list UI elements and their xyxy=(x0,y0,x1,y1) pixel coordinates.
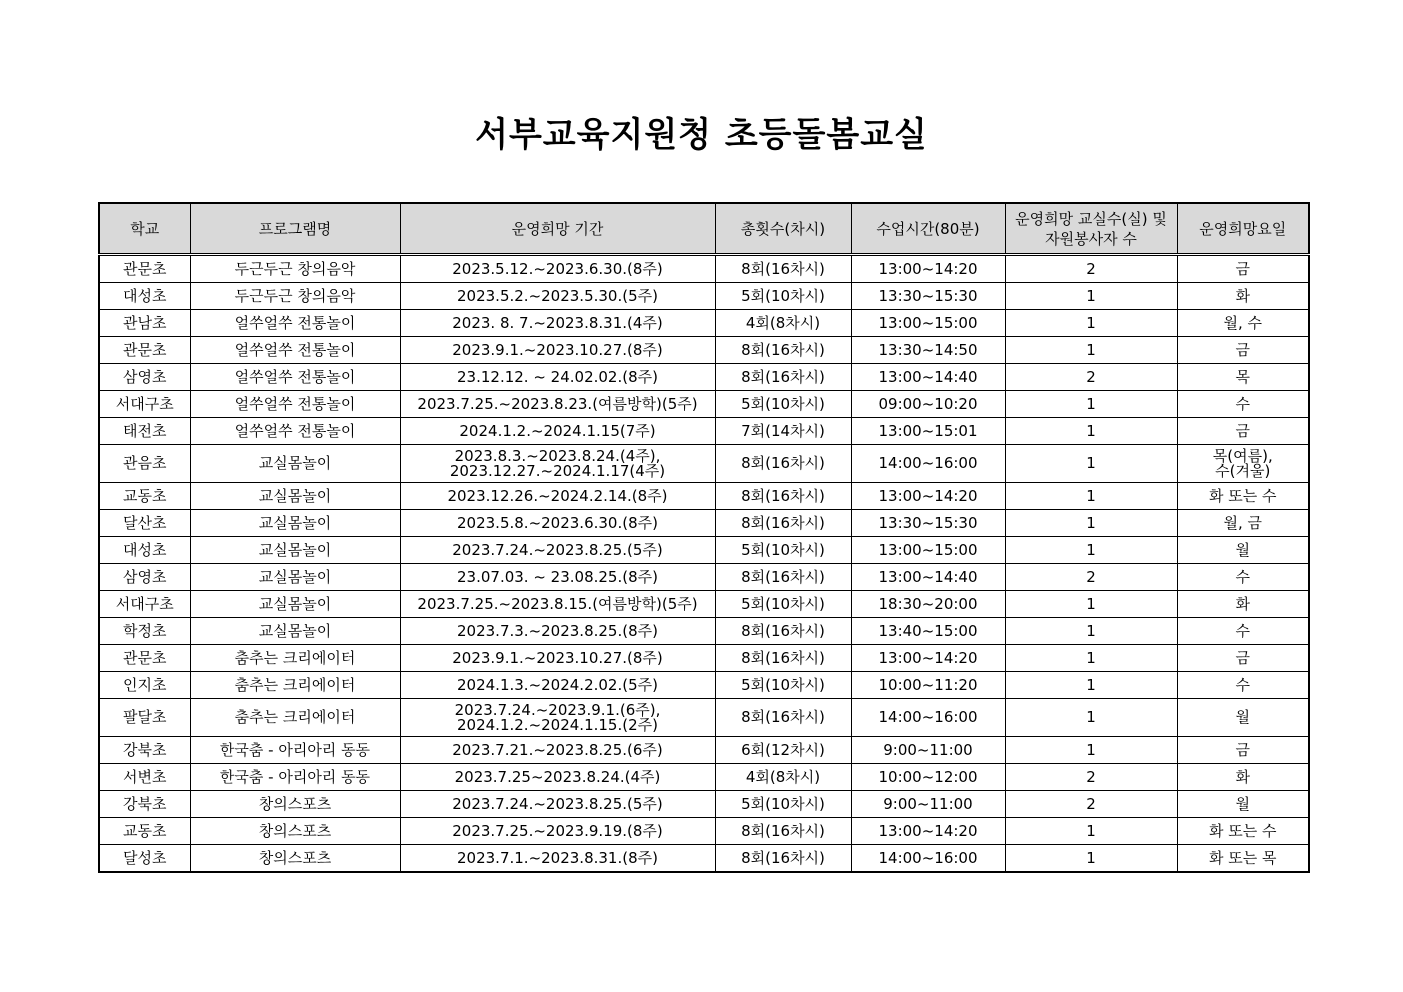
cell-days xyxy=(1177,418,1309,445)
cell-rooms: 1 xyxy=(1005,310,1177,337)
schedule-table xyxy=(98,202,1310,873)
cell-program: 한국춤 - 아리아리 동동 xyxy=(190,737,400,764)
cell-period xyxy=(400,791,715,818)
cell-school: 팔달초 xyxy=(99,699,190,737)
cell-days-line: 금 xyxy=(1235,341,1250,359)
cell-days-line: 목 xyxy=(1235,368,1250,386)
cell-school: 강북초 xyxy=(99,791,190,818)
cell-period xyxy=(400,445,715,483)
cell-period xyxy=(400,255,715,283)
cell-days-line: 월 xyxy=(1235,541,1250,559)
cell-school: 삼영초 xyxy=(99,564,190,591)
cell-period-line: 2023.7.21.~2023.8.25.(6주) xyxy=(452,741,663,759)
document-title: 서부교육지원청 초등돌봄교실 xyxy=(475,115,928,155)
cell-rooms: 1 xyxy=(1005,337,1177,364)
cell-sessions: 5회(10차시) xyxy=(715,537,851,564)
cell-period-line: 2024.1.2.~2024.1.15.(2주) xyxy=(457,715,658,734)
cell-time: 13:00~14:20 xyxy=(851,483,1005,510)
cell-days-line: 월 xyxy=(1235,708,1250,726)
cell-period-line: 23.07.03. ~ 23.08.25.(8주) xyxy=(457,568,658,586)
cell-sessions: 8회(16차시) xyxy=(715,645,851,672)
cell-time: 13:40~15:00 xyxy=(851,618,1005,645)
table-row xyxy=(99,699,1309,737)
column-header-period: 운영희망 기간 xyxy=(400,203,715,255)
cell-days-line: 월 xyxy=(1235,795,1250,813)
cell-time: 13:30~15:30 xyxy=(851,283,1005,310)
cell-sessions: 4회(8차시) xyxy=(715,310,851,337)
cell-rooms: 1 xyxy=(1005,737,1177,764)
cell-period-line: 2023.5.2.~2023.5.30.(5주) xyxy=(457,287,658,305)
cell-days-line: 화 또는 목 xyxy=(1209,849,1277,867)
cell-period xyxy=(400,483,715,510)
table-row xyxy=(99,564,1309,591)
cell-days xyxy=(1177,483,1309,510)
cell-sessions: 8회(16차시) xyxy=(715,818,851,845)
cell-days-line: 금 xyxy=(1235,649,1250,667)
cell-sessions: 5회(10차시) xyxy=(715,283,851,310)
cell-rooms: 2 xyxy=(1005,791,1177,818)
cell-period xyxy=(400,310,715,337)
cell-days xyxy=(1177,283,1309,310)
cell-program: 춤추는 크리에이터 xyxy=(190,699,400,737)
cell-time: 13:00~14:20 xyxy=(851,255,1005,283)
cell-sessions: 5회(10차시) xyxy=(715,672,851,699)
cell-rooms: 1 xyxy=(1005,645,1177,672)
table-row xyxy=(99,364,1309,391)
column-header-days: 운영희망요일 xyxy=(1177,203,1309,255)
table-row xyxy=(99,337,1309,364)
cell-school: 서대구초 xyxy=(99,391,190,418)
cell-period xyxy=(400,391,715,418)
cell-days xyxy=(1177,510,1309,537)
cell-days xyxy=(1177,791,1309,818)
cell-period-line: 2023.7.25.~2023.8.23.(여름방학)(5주) xyxy=(417,395,698,413)
cell-rooms: 2 xyxy=(1005,764,1177,791)
cell-time: 13:30~14:50 xyxy=(851,337,1005,364)
cell-time: 13:00~15:00 xyxy=(851,537,1005,564)
table-row xyxy=(99,591,1309,618)
cell-sessions: 8회(16차시) xyxy=(715,510,851,537)
cell-period xyxy=(400,618,715,645)
column-header-time: 수업시간(80분) xyxy=(851,203,1005,255)
cell-days-line: 월, 수 xyxy=(1223,314,1263,332)
cell-period-line: 2023.9.1.~2023.10.27.(8주) xyxy=(452,341,663,359)
cell-period-line: 2023.9.1.~2023.10.27.(8주) xyxy=(452,649,663,667)
cell-period-line: 2023.7.24.~2023.8.25.(5주) xyxy=(452,795,663,813)
cell-days xyxy=(1177,618,1309,645)
cell-program: 교실몸놀이 xyxy=(190,564,400,591)
cell-program: 두근두근 창의음악 xyxy=(190,283,400,310)
cell-period-line: 2023.5.8.~2023.6.30.(8주) xyxy=(457,514,658,532)
cell-program: 얼쑤얼쑤 전통놀이 xyxy=(190,364,400,391)
cell-days-line: 화 xyxy=(1235,768,1250,786)
cell-period-line: 2023. 8. 7.~2023.8.31.(4주) xyxy=(452,314,663,332)
cell-period xyxy=(400,564,715,591)
cell-time: 10:00~12:00 xyxy=(851,764,1005,791)
cell-program: 두근두근 창의음악 xyxy=(190,255,400,283)
cell-sessions: 8회(16차시) xyxy=(715,364,851,391)
table-row xyxy=(99,537,1309,564)
table-row xyxy=(99,818,1309,845)
cell-school: 서변초 xyxy=(99,764,190,791)
cell-rooms: 1 xyxy=(1005,283,1177,310)
cell-school: 학정초 xyxy=(99,618,190,645)
cell-rooms: 2 xyxy=(1005,255,1177,283)
cell-time: 13:00~14:20 xyxy=(851,818,1005,845)
table-row xyxy=(99,510,1309,537)
cell-school: 달성초 xyxy=(99,845,190,873)
column-header-sessions: 총횟수(차시) xyxy=(715,203,851,255)
cell-period-line: 23.12.12. ~ 24.02.02.(8주) xyxy=(457,368,658,386)
cell-days-line: 금 xyxy=(1235,741,1250,759)
cell-period xyxy=(400,591,715,618)
cell-period xyxy=(400,699,715,737)
cell-program: 춤추는 크리에이터 xyxy=(190,645,400,672)
cell-sessions: 8회(16차시) xyxy=(715,699,851,737)
cell-school: 대성초 xyxy=(99,537,190,564)
cell-time: 10:00~11:20 xyxy=(851,672,1005,699)
cell-period-line: 2023.7.24.~2023.8.25.(5주) xyxy=(452,541,663,559)
cell-time: 13:30~15:30 xyxy=(851,510,1005,537)
cell-period-line: 2023.12.27.~2024.1.17(4주) xyxy=(449,461,666,480)
cell-sessions: 8회(16차시) xyxy=(715,445,851,483)
cell-days-line: 화 또는 수 xyxy=(1209,822,1277,840)
cell-period-line: 2023.7.1.~2023.8.31.(8주) xyxy=(457,849,658,867)
cell-time: 18:30~20:00 xyxy=(851,591,1005,618)
cell-days xyxy=(1177,391,1309,418)
table-row xyxy=(99,283,1309,310)
cell-days xyxy=(1177,537,1309,564)
cell-time: 13:00~14:20 xyxy=(851,645,1005,672)
cell-time: 9:00~11:00 xyxy=(851,737,1005,764)
cell-school: 강북초 xyxy=(99,737,190,764)
cell-rooms: 1 xyxy=(1005,699,1177,737)
cell-days-line: 월, 금 xyxy=(1223,514,1263,532)
table-row xyxy=(99,618,1309,645)
cell-school: 교동초 xyxy=(99,483,190,510)
table-row xyxy=(99,791,1309,818)
cell-days xyxy=(1177,310,1309,337)
cell-period xyxy=(400,418,715,445)
cell-school: 달산초 xyxy=(99,510,190,537)
table-row xyxy=(99,645,1309,672)
cell-period-line: 2023.7.24.~2023.9.1.(6주), xyxy=(454,700,661,719)
cell-sessions: 8회(16차시) xyxy=(715,845,851,873)
cell-days xyxy=(1177,445,1309,483)
cell-time: 9:00~11:00 xyxy=(851,791,1005,818)
table-row xyxy=(99,445,1309,483)
cell-program: 창의스포츠 xyxy=(190,818,400,845)
cell-period xyxy=(400,510,715,537)
cell-sessions: 8회(16차시) xyxy=(715,618,851,645)
cell-program: 춤추는 크리에이터 xyxy=(190,672,400,699)
cell-program: 얼쑤얼쑤 전통놀이 xyxy=(190,310,400,337)
cell-period-line: 2023.7.25.~2023.9.19.(8주) xyxy=(452,822,663,840)
cell-program: 얼쑤얼쑤 전통놀이 xyxy=(190,418,400,445)
cell-period xyxy=(400,672,715,699)
cell-rooms: 1 xyxy=(1005,591,1177,618)
cell-sessions: 8회(16차시) xyxy=(715,255,851,283)
cell-time: 14:00~16:00 xyxy=(851,699,1005,737)
cell-days-line: 목(여름), xyxy=(1212,446,1273,465)
cell-school: 대성초 xyxy=(99,283,190,310)
cell-period xyxy=(400,364,715,391)
cell-period xyxy=(400,645,715,672)
cell-school: 태전초 xyxy=(99,418,190,445)
cell-period xyxy=(400,337,715,364)
cell-period-line: 2023.5.12.~2023.6.30.(8주) xyxy=(452,260,663,278)
cell-rooms: 2 xyxy=(1005,564,1177,591)
cell-program: 얼쑤얼쑤 전통놀이 xyxy=(190,337,400,364)
cell-sessions: 5회(10차시) xyxy=(715,391,851,418)
cell-program: 교실몸놀이 xyxy=(190,510,400,537)
cell-rooms: 1 xyxy=(1005,510,1177,537)
cell-days-line: 화 xyxy=(1235,595,1250,613)
cell-school: 교동초 xyxy=(99,818,190,845)
cell-period xyxy=(400,818,715,845)
cell-days-line: 수 xyxy=(1235,676,1250,694)
table-row xyxy=(99,255,1309,283)
cell-sessions: 5회(10차시) xyxy=(715,591,851,618)
table-row xyxy=(99,483,1309,510)
cell-days-line: 금 xyxy=(1235,422,1250,440)
cell-program: 얼쑤얼쑤 전통놀이 xyxy=(190,391,400,418)
cell-period-line: 2023.7.3.~2023.8.25.(8주) xyxy=(457,622,658,640)
cell-program: 교실몸놀이 xyxy=(190,445,400,483)
table-body xyxy=(99,255,1309,873)
cell-days xyxy=(1177,699,1309,737)
cell-days xyxy=(1177,645,1309,672)
table-row xyxy=(99,391,1309,418)
header-row xyxy=(99,203,1309,255)
cell-sessions: 8회(16차시) xyxy=(715,564,851,591)
cell-time: 14:00~16:00 xyxy=(851,445,1005,483)
table-row xyxy=(99,764,1309,791)
column-header-program: 프로그램명 xyxy=(190,203,400,255)
cell-period xyxy=(400,537,715,564)
cell-program: 창의스포츠 xyxy=(190,845,400,873)
cell-rooms: 1 xyxy=(1005,391,1177,418)
cell-days xyxy=(1177,737,1309,764)
cell-days xyxy=(1177,364,1309,391)
cell-days-line: 수 xyxy=(1235,622,1250,640)
cell-school: 관문초 xyxy=(99,645,190,672)
cell-sessions: 8회(16차시) xyxy=(715,337,851,364)
cell-time: 13:00~14:40 xyxy=(851,564,1005,591)
cell-period-line: 2023.8.3.~2023.8.24.(4주), xyxy=(454,446,661,465)
cell-period-line: 2023.7.25~2023.8.24.(4주) xyxy=(454,768,661,786)
table-row xyxy=(99,737,1309,764)
cell-sessions: 8회(16차시) xyxy=(715,483,851,510)
cell-rooms: 1 xyxy=(1005,818,1177,845)
cell-period-line: 2024.1.2.~2024.1.15(7주) xyxy=(459,422,656,440)
cell-program: 교실몸놀이 xyxy=(190,483,400,510)
cell-rooms: 1 xyxy=(1005,672,1177,699)
cell-sessions: 6회(12차시) xyxy=(715,737,851,764)
cell-time: 13:00~14:40 xyxy=(851,364,1005,391)
cell-days-line: 화 xyxy=(1235,287,1250,305)
cell-school: 관문초 xyxy=(99,337,190,364)
table-row xyxy=(99,310,1309,337)
cell-days xyxy=(1177,818,1309,845)
cell-rooms: 1 xyxy=(1005,537,1177,564)
cell-program: 교실몸놀이 xyxy=(190,591,400,618)
cell-rooms: 2 xyxy=(1005,364,1177,391)
cell-days xyxy=(1177,845,1309,873)
cell-sessions: 4회(8차시) xyxy=(715,764,851,791)
cell-days xyxy=(1177,337,1309,364)
cell-school: 관음초 xyxy=(99,445,190,483)
cell-period xyxy=(400,283,715,310)
cell-days-line: 화 또는 수 xyxy=(1209,487,1277,505)
cell-school: 인지초 xyxy=(99,672,190,699)
cell-period-line: 2023.12.26.~2024.2.14.(8주) xyxy=(447,487,668,505)
cell-sessions: 7회(14차시) xyxy=(715,418,851,445)
column-header-rooms: 운영희망 교실수(실) 및 자원봉사자 수 xyxy=(1005,203,1177,255)
cell-program: 교실몸놀이 xyxy=(190,537,400,564)
cell-school: 관문초 xyxy=(99,255,190,283)
cell-rooms: 1 xyxy=(1005,845,1177,873)
cell-school: 관남초 xyxy=(99,310,190,337)
cell-days-line: 수(겨울) xyxy=(1215,461,1271,480)
column-header-school: 학교 xyxy=(99,203,190,255)
cell-days xyxy=(1177,764,1309,791)
table-row xyxy=(99,418,1309,445)
cell-period xyxy=(400,737,715,764)
cell-days-line: 수 xyxy=(1235,568,1250,586)
cell-school: 서대구초 xyxy=(99,591,190,618)
cell-program: 창의스포츠 xyxy=(190,791,400,818)
cell-days xyxy=(1177,672,1309,699)
cell-sessions: 5회(10차시) xyxy=(715,791,851,818)
cell-rooms: 1 xyxy=(1005,483,1177,510)
cell-time: 13:00~15:01 xyxy=(851,418,1005,445)
cell-program: 교실몸놀이 xyxy=(190,618,400,645)
cell-rooms: 1 xyxy=(1005,618,1177,645)
cell-days xyxy=(1177,564,1309,591)
cell-period-line: 2023.7.25.~2023.8.15.(여름방학)(5주) xyxy=(417,595,698,613)
cell-time: 13:00~15:00 xyxy=(851,310,1005,337)
cell-days xyxy=(1177,255,1309,283)
cell-program: 한국춤 - 아리아리 동동 xyxy=(190,764,400,791)
cell-period xyxy=(400,845,715,873)
cell-period xyxy=(400,764,715,791)
cell-school: 삼영초 xyxy=(99,364,190,391)
table-row xyxy=(99,672,1309,699)
cell-time: 09:00~10:20 xyxy=(851,391,1005,418)
cell-days-line: 금 xyxy=(1235,260,1250,278)
cell-time: 14:00~16:00 xyxy=(851,845,1005,873)
cell-period-line: 2024.1.3.~2024.2.02.(5주) xyxy=(457,676,658,694)
cell-days xyxy=(1177,591,1309,618)
cell-rooms: 1 xyxy=(1005,418,1177,445)
cell-days-line: 수 xyxy=(1235,395,1250,413)
table-row xyxy=(99,845,1309,873)
cell-rooms: 1 xyxy=(1005,445,1177,483)
